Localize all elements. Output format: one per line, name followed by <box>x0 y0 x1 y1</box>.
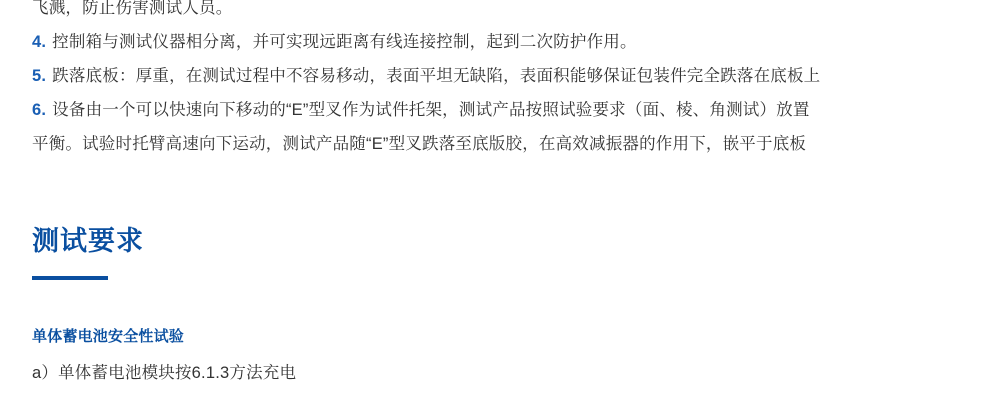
section-title-underline <box>32 276 108 280</box>
sub-heading: 单体蓄电池安全性试验 <box>32 328 185 345</box>
list-item-wrapped-text: 平衡。试验时托臂高速向下运动，测试产品随“E”型叉跌落至底版胶，在高效减振器的作用下，嵌平于底板 <box>32 135 807 153</box>
list-item-text: 跌落底板：厚重，在测试过程中不容易移动，表面平坦无缺陷，表面积能够保证包装件完全跌落在底板上 <box>52 67 821 85</box>
list-item-text: 控制箱与测试仪器相分离，并可实现远距离有线连接控制，起到二次防护作用。 <box>52 33 637 51</box>
list-item-number: 6. <box>32 101 47 119</box>
list-item <box>32 25 968 59</box>
list-item-number: 5. <box>32 67 47 85</box>
lettered-list-item: a）单体蓄电池模块按6.1.3方法充电 <box>32 364 297 382</box>
list-item <box>32 93 968 127</box>
section-spacer <box>32 161 968 223</box>
list-item-number: 4. <box>32 33 47 51</box>
list-item-text: 设备由一个可以快速向下移动的“E”型叉作为试件托架，测试产品按照试验要求（面、棱、角测试）放置 <box>52 101 810 119</box>
section-title: 测试要求 <box>32 226 144 256</box>
list-item <box>32 59 968 93</box>
partial-paragraph-top: 飞溅，防止伤害测试人员。 <box>32 0 233 17</box>
